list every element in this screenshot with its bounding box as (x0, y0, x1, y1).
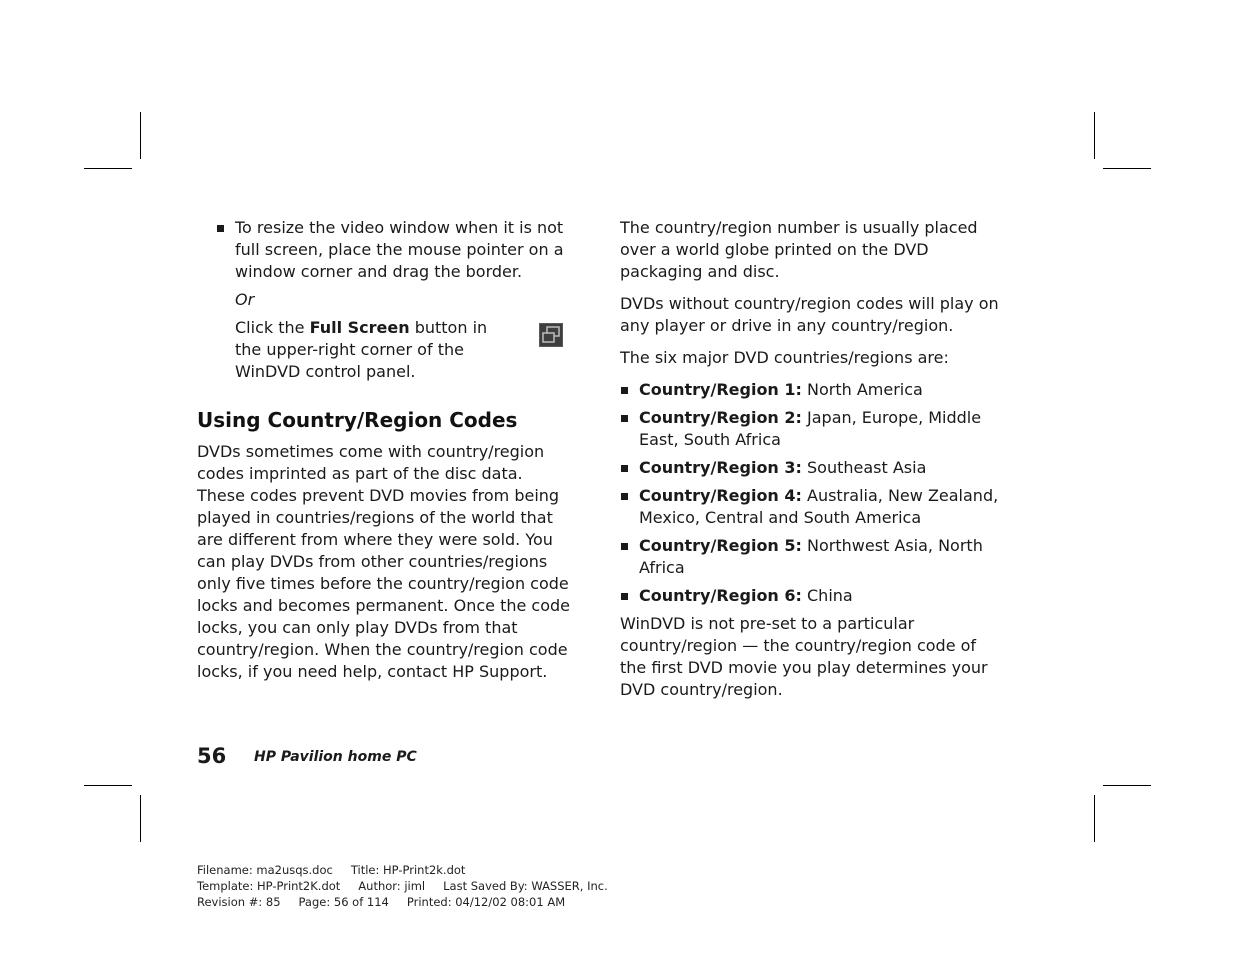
meta-author: Author: jiml (358, 879, 426, 893)
click-fullscreen-text (235, 317, 515, 383)
right-column (620, 217, 1000, 701)
crop-mark (1094, 112, 1095, 159)
region-value: Northwest Asia, North Africa (639, 536, 983, 577)
bullet-square-icon (621, 387, 628, 394)
meta-printed: Printed: 04/12/02 08:01 AM (406, 895, 566, 909)
region-label: Country/Region 2: (639, 408, 802, 427)
meta-revision: Revision #: 85 (197, 895, 281, 909)
region-item (620, 379, 1000, 401)
crop-mark (140, 112, 141, 159)
bullet-square-icon (621, 465, 628, 472)
bullet-square-icon (621, 493, 628, 500)
region-label: Country/Region 6: (639, 586, 802, 605)
crop-mark (84, 785, 132, 786)
region-label: Country/Region 3: (639, 458, 802, 477)
region-value: Australia, New Zealand, Mexico, Central and South America (639, 486, 999, 527)
no-code-paragraph: DVDs without country/region codes will play on any player or drive in any country/region. (620, 294, 999, 335)
crop-mark (1094, 795, 1095, 842)
meta-line-2 (197, 878, 626, 894)
crop-mark (84, 168, 132, 169)
region-value: North America (801, 380, 923, 399)
region-value: China (801, 586, 853, 605)
click-prefix: Click the (235, 318, 310, 337)
globe-paragraph: The country/region number is usually placed over a world globe printed on the DVD packaging and disc. (620, 218, 978, 281)
left-column (197, 217, 572, 683)
meta-line-1 (197, 862, 626, 878)
document-metadata (197, 862, 626, 910)
region-item (620, 485, 1000, 529)
meta-page: Page: 56 of 114 (298, 895, 389, 909)
region-item (620, 535, 1000, 579)
crop-mark (140, 795, 141, 842)
click-fullscreen-block (197, 317, 572, 383)
meta-title: Title: HP-Print2k.dot (350, 863, 466, 877)
region-value: Japan, Europe, Middle East, South Africa (639, 408, 982, 449)
footer-title: HP Pavilion home PC (254, 749, 417, 765)
section-body: DVDs sometimes come with country/region codes imprinted as part of the disc data. These codes prevent DVD movies from being played in countries/regions of the world that are different from where they were sold. You can play DVDs from other countries/regions only five times before the country/region code locks and becomes permanent. Once the code locks, you can only play DVDs from that country/region. When the country/region code locks, if you need help, contact HP Support. (197, 442, 570, 681)
or-label: Or (235, 290, 255, 309)
region-label: Country/Region 5: (639, 536, 802, 555)
region-label: Country/Region 4: (639, 486, 802, 505)
meta-line-3 (197, 894, 626, 910)
bullet-square-icon (621, 415, 628, 422)
fullscreen-icon (539, 323, 563, 347)
meta-last-saved: Last Saved By: WASSER, Inc. (443, 879, 608, 893)
bullet-square-icon (621, 593, 628, 600)
region-label: Country/Region 1: (639, 380, 802, 399)
bullet-square-icon (621, 543, 628, 550)
windvd-paragraph: WinDVD is not pre-set to a particular country/region — the country/region code of the first DVD movie you play determines your DVD country/region. (620, 614, 988, 699)
full-screen-label: Full Screen (309, 318, 410, 337)
meta-filename: Filename: ma2usqs.doc (197, 863, 333, 877)
region-item (620, 457, 1000, 479)
click-suffix: button in the upper-right corner of the WinDVD control panel. (235, 318, 488, 381)
meta-template: Template: HP-Print2K.dot (197, 879, 341, 893)
crop-mark (1103, 785, 1151, 786)
region-value: Southeast Asia (801, 458, 927, 477)
region-item (620, 585, 1000, 607)
region-item (620, 407, 1000, 451)
section-heading: Using Country/Region Codes (197, 408, 518, 432)
bullet-square-icon (217, 225, 224, 232)
six-regions-intro: The six major DVD countries/regions are: (620, 348, 949, 367)
bullet-resize (197, 217, 572, 283)
page-number: 56 (197, 744, 227, 768)
crop-mark (1103, 168, 1151, 169)
bullet-resize-text: To resize the video window when it is not full screen, place the mouse pointer on a window corner and drag the border. (235, 218, 564, 281)
